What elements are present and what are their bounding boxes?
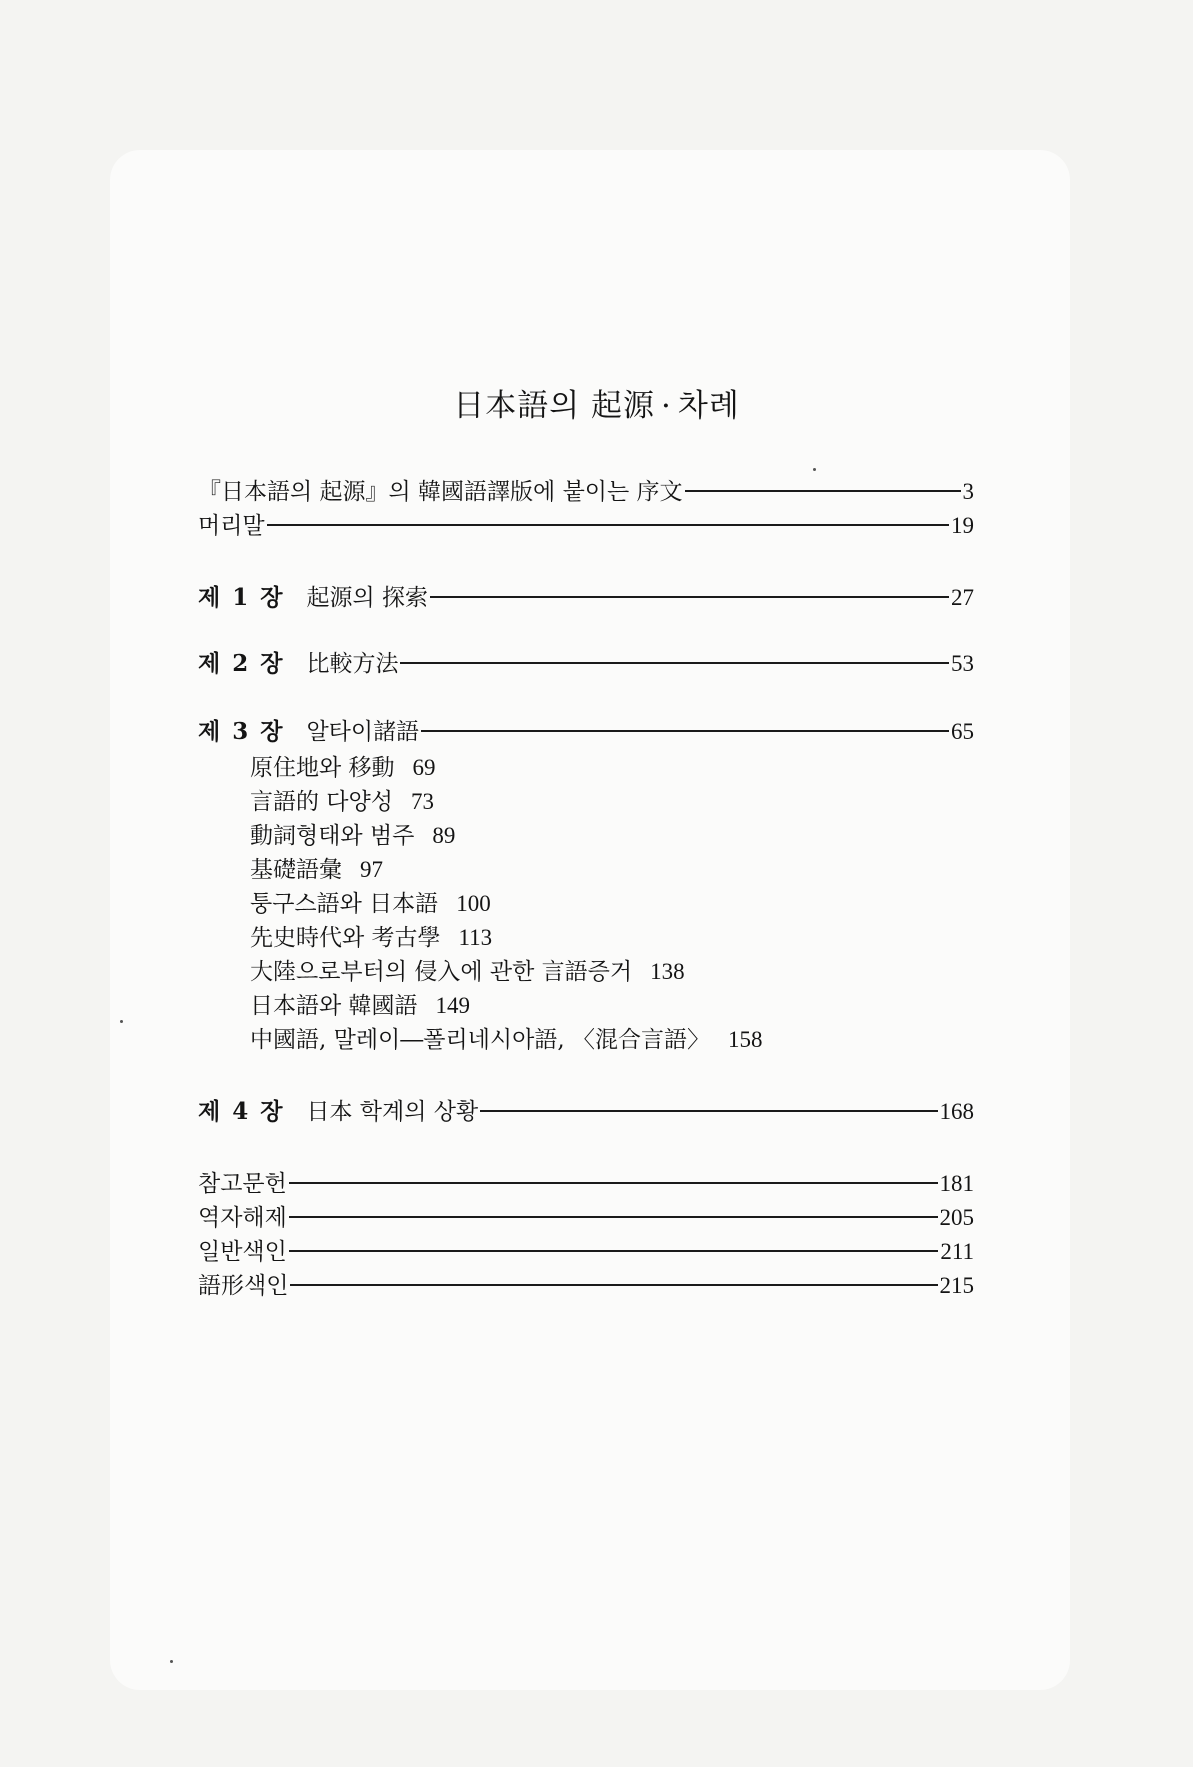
toc-subentry[interactable] [250, 920, 492, 956]
toc-subentry[interactable] [250, 750, 436, 786]
subentry-label: 퉁구스語와 日本語 [250, 891, 439, 917]
subentry-page-number: 89 [432, 823, 456, 848]
toc-entry-chapter-1[interactable] [198, 580, 974, 616]
toc-page-number: 3 [962, 479, 974, 504]
toc-title-dot: · [661, 388, 672, 424]
toc-chapter-heading [198, 714, 419, 750]
toc-entry-chapter-3[interactable] [198, 714, 974, 750]
subentry-page-number: 69 [412, 755, 436, 780]
subentry-label: 日本語와 韓國語 [250, 993, 418, 1019]
toc-subentry[interactable] [250, 988, 470, 1024]
toc-page-number: 215 [939, 1273, 974, 1298]
chapter-title: 알타이諸語 [306, 719, 420, 745]
toc-entry-label: 『日本語의 起源』의 韓國語譯版에 붙이는 序文 [198, 479, 683, 505]
toc-subentry[interactable] [250, 954, 685, 990]
toc-page-number: 27 [951, 585, 974, 610]
leader-line [290, 1284, 937, 1286]
subentry-label: 基礎語彙 [250, 857, 342, 883]
subentry-page-number: 158 [728, 1027, 763, 1052]
subentry-label: 動詞형태와 범주 [250, 823, 415, 849]
scan-speck [813, 468, 816, 471]
subentry-page-number: 100 [456, 891, 491, 916]
chapter-title: 日本 학계의 상황 [306, 1099, 479, 1125]
toc-title-main: 日本語의 起源 [453, 388, 656, 424]
leader-line [421, 730, 949, 732]
toc-entry-label: 머리말 [198, 513, 265, 539]
leader-line [289, 1250, 938, 1252]
toc-page-number: 53 [951, 651, 974, 676]
toc-page-number: 211 [940, 1239, 974, 1264]
toc-subentry[interactable] [250, 1022, 763, 1058]
subentry-label: 先史時代와 考古學 [250, 925, 441, 951]
chapter-number: 제 3 장 [198, 718, 285, 745]
subentry-label: 原住地와 移動 [250, 755, 395, 781]
toc-entry-chapter-2[interactable] [198, 646, 974, 682]
toc-page-number: 168 [939, 1099, 974, 1124]
chapter-number: 제 1 장 [198, 584, 285, 611]
leader-line [267, 524, 949, 526]
chapter-number: 제 4 장 [198, 1098, 285, 1125]
subentry-label: 大陸으로부터의 侵入에 관한 言語증거 [250, 959, 633, 985]
toc-entry-label: 참고문헌 [198, 1171, 287, 1197]
toc-entry-label: 語形색인 [198, 1273, 289, 1299]
leader-line [289, 1182, 938, 1184]
scan-speck [120, 1020, 123, 1023]
toc-entry-word-form-index[interactable] [198, 1268, 974, 1304]
toc-title-suffix: 차례 [677, 388, 740, 424]
chapter-title: 起源의 探索 [306, 585, 428, 611]
toc-subentry[interactable] [250, 852, 383, 888]
toc-entry-translator-notes[interactable] [198, 1200, 974, 1236]
toc-title [0, 380, 1193, 425]
toc-chapter-heading [198, 1094, 478, 1130]
chapter-title: 比較方法 [306, 651, 399, 677]
toc-subentry[interactable] [250, 784, 434, 820]
toc-subentry[interactable] [250, 886, 491, 922]
scan-speck [170, 1660, 173, 1663]
subentry-label: 言語的 다양성 [250, 789, 393, 815]
toc-entry-label: 일반색인 [198, 1239, 287, 1265]
leader-line [400, 662, 949, 664]
toc-chapter-heading [198, 580, 428, 616]
toc-entry-references[interactable] [198, 1166, 974, 1202]
leader-line [430, 596, 949, 598]
toc-entry-preface[interactable] [198, 474, 974, 510]
toc-page-number: 19 [951, 513, 974, 538]
toc-entry-foreword[interactable] [198, 508, 974, 544]
leader-line [480, 1110, 937, 1112]
toc-subentry[interactable] [250, 818, 455, 854]
subentry-page-number: 138 [650, 959, 685, 984]
subentry-page-number: 113 [458, 925, 493, 950]
subentry-page-number: 97 [360, 857, 383, 882]
subentry-label: 中國語, 말레이―폴리네시아語, 〈混合言語〉 [250, 1027, 710, 1053]
leader-line [289, 1216, 938, 1218]
toc-entry-chapter-4[interactable] [198, 1094, 974, 1130]
toc-chapter-heading [198, 646, 398, 682]
toc-entry-label: 역자해제 [198, 1205, 287, 1231]
leader-line [685, 490, 961, 492]
chapter-number: 제 2 장 [198, 650, 285, 677]
toc-page-number: 65 [951, 719, 974, 744]
toc-page-number: 181 [939, 1171, 974, 1196]
subentry-page-number: 149 [435, 993, 471, 1018]
subentry-page-number: 73 [410, 789, 434, 814]
toc-entry-general-index[interactable] [198, 1234, 974, 1270]
toc-page-number: 205 [939, 1205, 974, 1230]
